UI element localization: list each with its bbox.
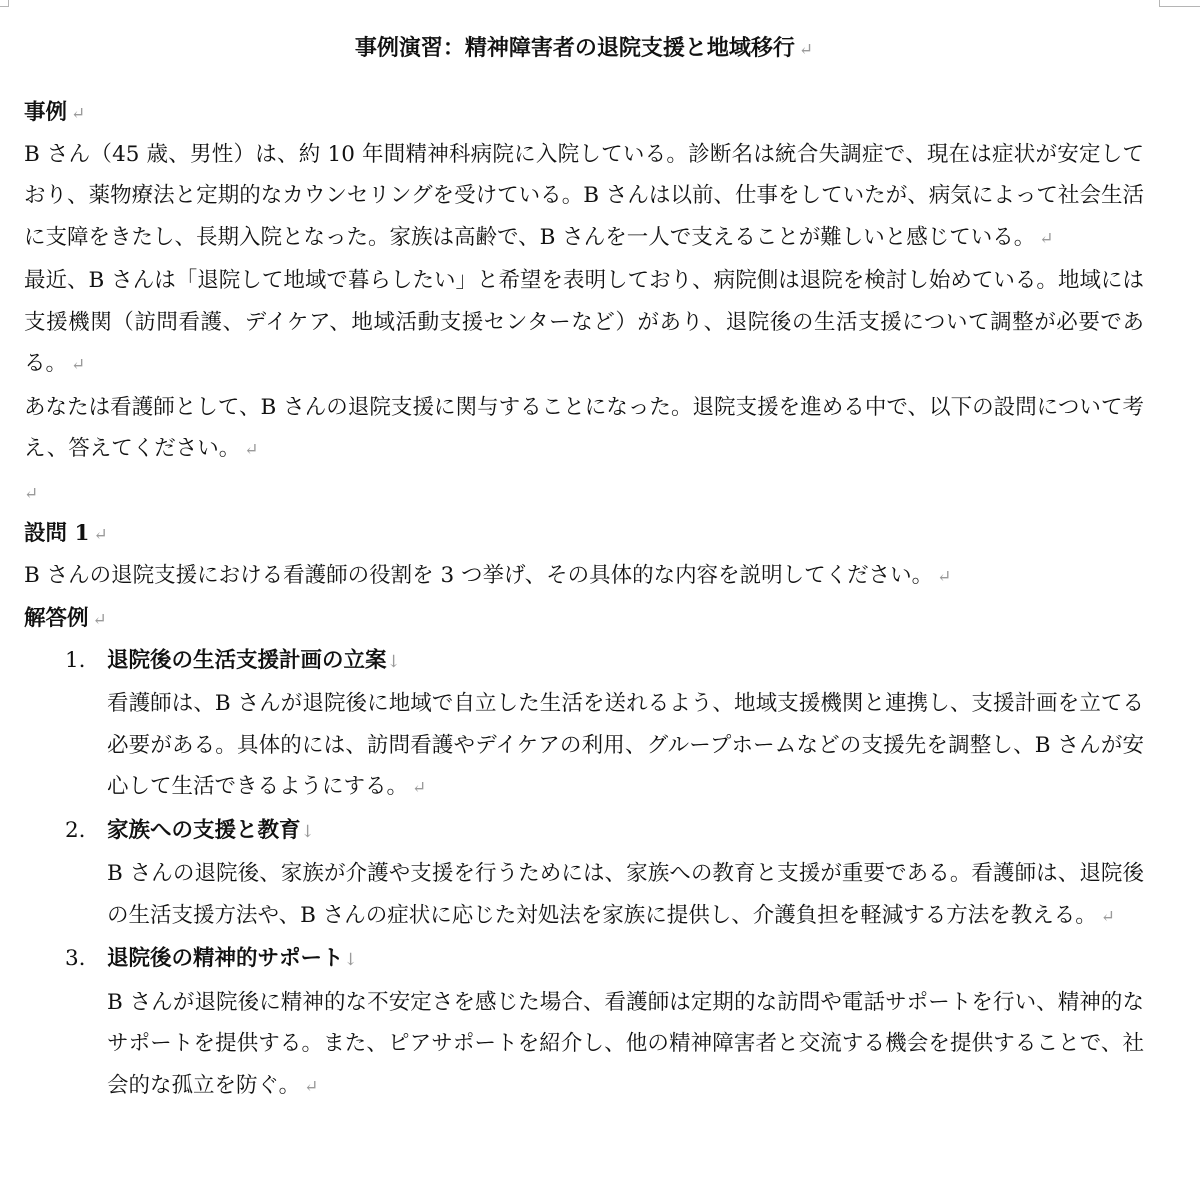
- line-break-mark: ↓: [386, 651, 401, 672]
- document-title: 事例演習：精神障害者の退院支援と地域移行 ↵: [354, 35, 814, 61]
- list-number: 1.: [65, 647, 86, 673]
- list-number: 2.: [65, 817, 86, 843]
- case-paragraph: あなたは看護師として、B さんの退院支援に関与することになった。退院支援を進める中で、以下の設問について考え、答えてください。 ↵: [24, 394, 1144, 461]
- answer-item-title: 退院後の精神的サポート↓: [107, 946, 358, 971]
- document-page: [24, 28, 1144, 1108]
- paragraph-mark: ↵: [71, 355, 86, 375]
- paragraph-mark: ↵: [71, 104, 86, 124]
- paragraph-mark: ↵: [798, 40, 814, 60]
- paragraph-mark: ↵: [244, 440, 259, 460]
- paragraph-mark: ↵: [1100, 906, 1115, 927]
- answer-item-title: 退院後の生活支援計画の立案↓: [107, 647, 401, 673]
- answer-item: [24, 810, 1144, 939]
- paragraph-mark: ↵: [92, 610, 107, 630]
- page-corner-mark-left: [0, 0, 9, 7]
- answer-item-title: 家族への支援と教育↓: [107, 817, 315, 843]
- line-break-mark: ↓: [300, 821, 315, 842]
- paragraph-mark: ↵: [937, 566, 952, 587]
- paragraph-mark: ↵: [1039, 228, 1054, 249]
- answer-item-body: B さんが退院後に精神的な不安定さを感じた場合、看護師は定期的な訪問や電話サポートを行い、精神的なサポートを提供する。また、ピアサポートを紹介し、他の精神障害者と交流する機会を提供することで、社会的な孤立を防ぐ。 ↵: [107, 989, 1144, 1098]
- list-number: 3.: [65, 946, 86, 971]
- paragraph-mark: ↵: [93, 525, 108, 545]
- paragraph-mark: ↵: [24, 483, 39, 504]
- case-paragraph: B さん（45 歳、男性）は、約 10 年間精神科病院に入院している。診断名は統合失調症で、現在は症状が安定しており、薬物療法と定期的なカウンセリングを受けている。B さんは以前、仕事をしていたが、病気によって社会生活に支障をきたし、長期入院となった。家族は高齢で、B さんを一人で支えることが難しいと感じている。 ↵: [24, 141, 1144, 250]
- question-heading: 設問 1 ↵: [24, 521, 108, 546]
- answer-item-body: B さんの退院後、家族が介護や支援を行うためには、家族への教育と支援が重要である。看護師は、退院後の生活支援方法や、B さんの症状に応じた対処法を家族に提供し、介護負担を軽減する方法を教える。 ↵: [107, 861, 1144, 928]
- case-heading: 事例 ↵: [24, 100, 86, 125]
- line-break-mark: ↓: [343, 950, 358, 970]
- case-paragraph: 最近、B さんは「退院して地域で暮らしたい」と希望を表明しており、病院側は退院を検討し始めている。地域には支援機関（訪問看護、デイケア、地域活動支援センターなど）があり、退院後の生活支援について調整が必要である。 ↵: [24, 268, 1144, 376]
- answer-item: [24, 640, 1144, 810]
- paragraph-mark: ↵: [412, 778, 427, 798]
- question-text: B さんの退院支援における看護師の役割を 3 つ挙げ、その具体的な内容を説明してください。 ↵: [24, 562, 952, 588]
- paragraph-mark: ↵: [304, 1076, 319, 1097]
- page-corner-mark-right: [1159, 0, 1200, 7]
- answer-heading: 解答例 ↵: [24, 606, 107, 631]
- answer-item: [24, 938, 1144, 1108]
- answer-list: [24, 640, 1144, 1109]
- answer-item-body: 看護師は、B さんが退院後に地域で自立した生活を送れるよう、地域支援機関と連携し、支援計画を立てる必要がある。具体的には、訪問看護やデイケアの利用、グループホームなどの支援先を調整し、B さんが安心して生活できるようにする。 ↵: [107, 691, 1144, 799]
- empty-paragraph: [24, 472, 1144, 514]
